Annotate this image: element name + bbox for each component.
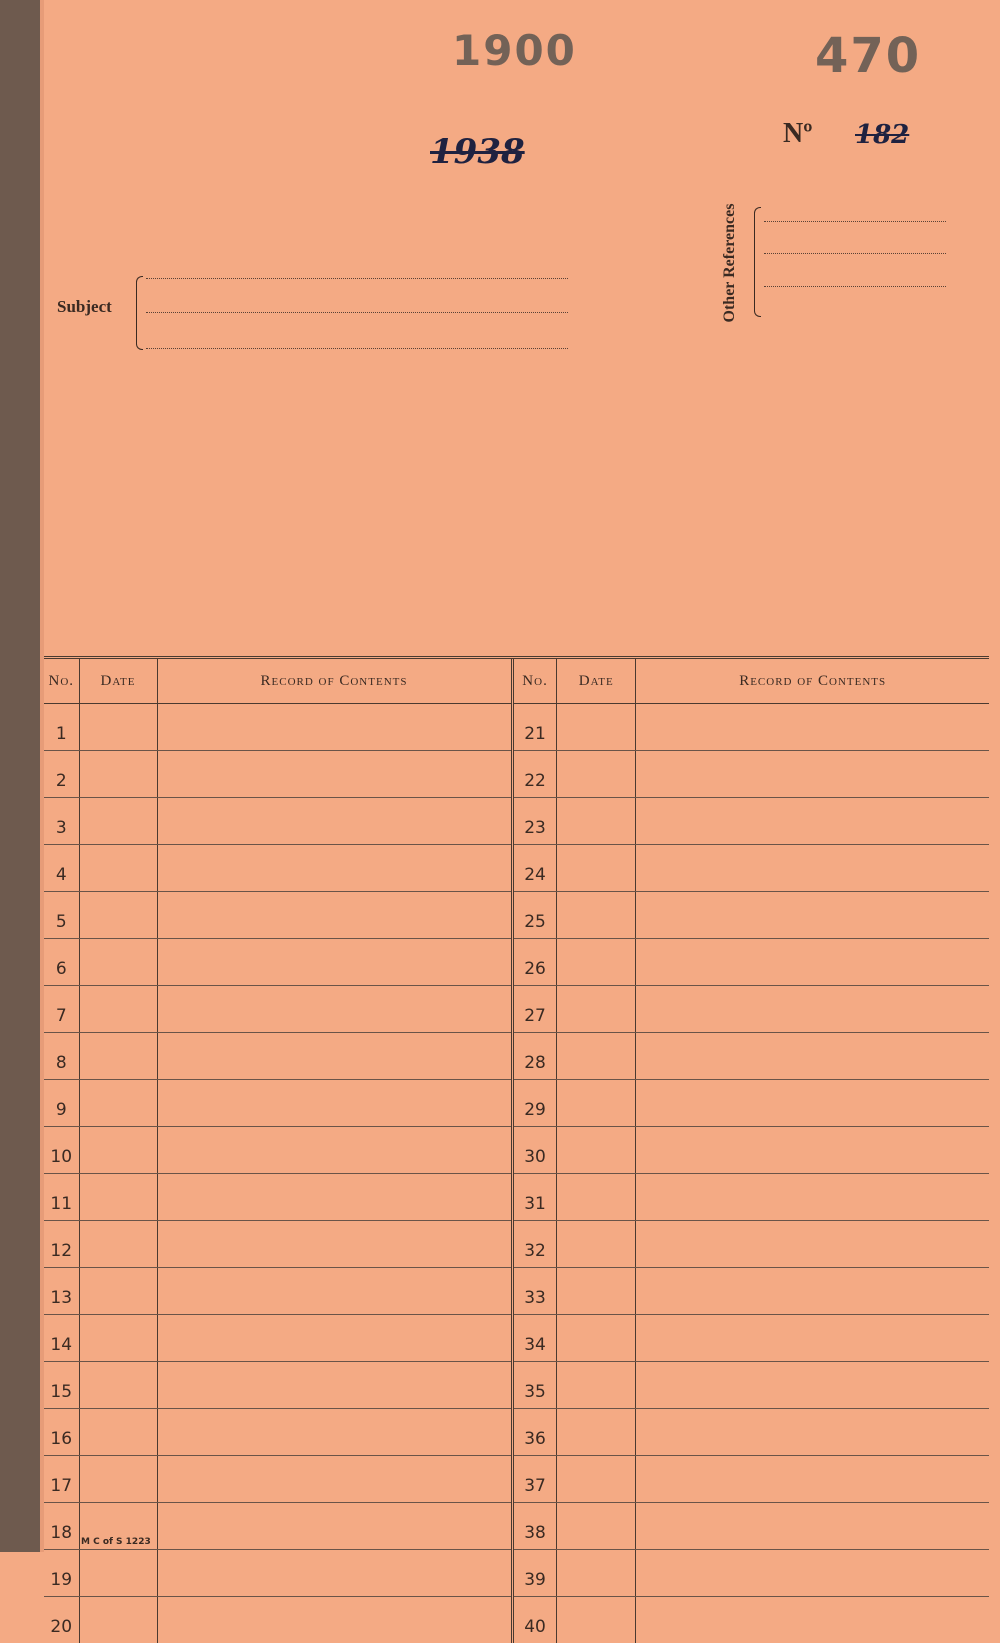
ledger-row <box>44 704 511 751</box>
ledger-row <box>44 1550 511 1597</box>
ledger-row <box>44 939 511 986</box>
row-date-cell[interactable] <box>79 1550 157 1597</box>
row-number: 9 <box>44 1080 79 1127</box>
row-date-cell[interactable] <box>557 1409 636 1456</box>
row-record-cell[interactable] <box>157 1174 511 1221</box>
row-date-cell[interactable] <box>79 1315 157 1362</box>
row-date-cell[interactable] <box>557 1456 636 1503</box>
subject-line-3[interactable] <box>146 348 568 349</box>
row-record-cell[interactable] <box>157 1315 511 1362</box>
row-record-cell[interactable] <box>157 845 511 892</box>
row-number: 21 <box>513 704 557 751</box>
row-number: 15 <box>44 1362 79 1409</box>
ledger-row <box>44 845 511 892</box>
row-record-cell[interactable] <box>157 1597 511 1643</box>
ledger-row <box>513 1597 990 1643</box>
row-record-cell[interactable] <box>636 1503 989 1550</box>
row-record-cell[interactable] <box>636 1268 989 1315</box>
row-date-cell[interactable] <box>557 1268 636 1315</box>
other-ref-line-2[interactable] <box>764 253 946 254</box>
stamp-year: 1900 <box>452 26 577 75</box>
ledger-row <box>513 1268 990 1315</box>
row-date-cell[interactable] <box>557 1550 636 1597</box>
row-date-cell[interactable] <box>79 798 157 845</box>
row-record-cell[interactable] <box>157 704 511 751</box>
row-number: 33 <box>513 1268 557 1315</box>
ledger-row <box>44 1080 511 1127</box>
row-date-cell[interactable] <box>79 1033 157 1080</box>
row-date-cell[interactable] <box>557 1315 636 1362</box>
other-references-label: Other References <box>721 204 739 323</box>
contents-ledger-left <box>44 656 512 1643</box>
row-date-cell[interactable] <box>79 845 157 892</box>
ledger-row <box>513 1221 990 1268</box>
row-number: 18 <box>44 1503 79 1550</box>
row-record-cell[interactable] <box>157 798 511 845</box>
subject-line-1[interactable] <box>146 278 568 279</box>
ledger-row <box>44 1315 511 1362</box>
row-date-cell[interactable] <box>557 1503 636 1550</box>
row-number: 11 <box>44 1174 79 1221</box>
ledger-row <box>513 1315 990 1362</box>
row-date-cell[interactable] <box>79 892 157 939</box>
row-date-cell[interactable] <box>79 1268 157 1315</box>
row-number: 16 <box>44 1409 79 1456</box>
other-ref-line-3[interactable] <box>764 286 946 287</box>
ledger-row <box>513 939 990 986</box>
row-number: 14 <box>44 1315 79 1362</box>
row-date-cell[interactable] <box>557 798 636 845</box>
row-record-cell[interactable] <box>157 1221 511 1268</box>
row-date-cell[interactable] <box>557 986 636 1033</box>
ledger-row <box>44 798 511 845</box>
row-number: 28 <box>513 1033 557 1080</box>
row-number: 38 <box>513 1503 557 1550</box>
ledger-row <box>513 892 990 939</box>
row-date-cell[interactable] <box>557 939 636 986</box>
row-number: 29 <box>513 1080 557 1127</box>
row-record-cell[interactable] <box>636 1409 989 1456</box>
row-date-cell[interactable] <box>79 1127 157 1174</box>
row-record-cell[interactable] <box>157 1362 511 1409</box>
other-ref-line-1[interactable] <box>764 221 946 222</box>
row-date-cell[interactable] <box>557 1174 636 1221</box>
header-record: Record of Contents <box>157 658 511 704</box>
row-number: 10 <box>44 1127 79 1174</box>
row-record-cell[interactable] <box>157 1127 511 1174</box>
row-number: 4 <box>44 845 79 892</box>
ledger-row <box>513 1456 990 1503</box>
row-record-cell[interactable] <box>636 892 989 939</box>
header-date: Date <box>79 658 157 704</box>
subject-label: Subject <box>57 297 112 317</box>
ledger-row <box>44 751 511 798</box>
ledger-row <box>513 704 990 751</box>
row-number: 35 <box>513 1362 557 1409</box>
row-number: 23 <box>513 798 557 845</box>
row-record-cell[interactable] <box>636 751 989 798</box>
ledger-row <box>44 986 511 1033</box>
ledger-row <box>44 1221 511 1268</box>
ledger-row <box>44 892 511 939</box>
row-record-cell[interactable] <box>636 1174 989 1221</box>
ledger-row <box>513 1409 990 1456</box>
row-number: 40 <box>513 1597 557 1643</box>
row-date-cell[interactable] <box>79 1174 157 1221</box>
row-record-cell[interactable] <box>157 1503 511 1550</box>
row-number: 1 <box>44 704 79 751</box>
row-record-cell[interactable] <box>157 892 511 939</box>
row-number: 36 <box>513 1409 557 1456</box>
row-number: 2 <box>44 751 79 798</box>
row-date-cell[interactable] <box>79 1221 157 1268</box>
header-no: No. <box>513 658 557 704</box>
ledger-row <box>44 1362 511 1409</box>
row-number: 26 <box>513 939 557 986</box>
ledger-header-row <box>44 658 511 704</box>
handwritten-file-number: 182 <box>855 120 909 150</box>
subject-brace <box>136 276 143 350</box>
row-date-cell[interactable] <box>557 1033 636 1080</box>
row-number: 19 <box>44 1550 79 1597</box>
ledger-row <box>44 1174 511 1221</box>
row-date-cell[interactable] <box>557 892 636 939</box>
row-record-cell[interactable] <box>157 751 511 798</box>
row-date-cell[interactable] <box>557 704 636 751</box>
row-date-cell[interactable] <box>557 1362 636 1409</box>
row-number: 12 <box>44 1221 79 1268</box>
ledger-row <box>513 1550 990 1597</box>
handwritten-year: 1938 <box>430 132 525 172</box>
ledger-row <box>513 1174 990 1221</box>
folder-spine <box>0 0 42 1552</box>
row-number: 17 <box>44 1456 79 1503</box>
row-number: 20 <box>44 1597 79 1643</box>
ledger-row <box>513 986 990 1033</box>
ledger-row <box>44 1409 511 1456</box>
header-date: Date <box>557 658 636 704</box>
row-date-cell[interactable] <box>557 1127 636 1174</box>
row-date-cell[interactable] <box>79 939 157 986</box>
row-date-cell[interactable] <box>557 1080 636 1127</box>
row-record-cell[interactable] <box>636 798 989 845</box>
row-date-cell[interactable] <box>79 751 157 798</box>
form-code: M C of S 1223 <box>81 1537 151 1547</box>
contents-ledger-right <box>511 656 989 1643</box>
row-record-cell[interactable] <box>157 1033 511 1080</box>
row-record-cell[interactable] <box>636 986 989 1033</box>
row-date-cell[interactable] <box>79 1080 157 1127</box>
row-date-cell[interactable] <box>557 845 636 892</box>
row-date-cell[interactable] <box>79 1362 157 1409</box>
row-record-cell[interactable] <box>636 1362 989 1409</box>
row-record-cell[interactable] <box>636 939 989 986</box>
row-number: 6 <box>44 939 79 986</box>
ledger-row <box>513 1127 990 1174</box>
row-date-cell[interactable] <box>79 1597 157 1643</box>
ledger-row <box>44 1268 511 1315</box>
ledger-row <box>513 845 990 892</box>
row-record-cell[interactable] <box>636 1221 989 1268</box>
row-record-cell[interactable] <box>157 1268 511 1315</box>
ledger-row <box>44 1033 511 1080</box>
row-date-cell[interactable] <box>79 1456 157 1503</box>
row-date-cell[interactable] <box>79 986 157 1033</box>
row-number: 22 <box>513 751 557 798</box>
row-record-cell[interactable] <box>636 1033 989 1080</box>
subject-line-2[interactable] <box>146 312 568 313</box>
row-number: 5 <box>44 892 79 939</box>
file-number-label: Nº <box>783 118 812 150</box>
row-record-cell[interactable] <box>157 1080 511 1127</box>
row-number: 24 <box>513 845 557 892</box>
stamp-file-number: 470 <box>815 28 921 84</box>
ledger-row <box>44 1127 511 1174</box>
row-date-cell[interactable] <box>557 751 636 798</box>
row-number: 13 <box>44 1268 79 1315</box>
ledger-row <box>513 798 990 845</box>
row-number: 34 <box>513 1315 557 1362</box>
ledger-row <box>513 1503 990 1550</box>
row-number: 31 <box>513 1174 557 1221</box>
row-number: 27 <box>513 986 557 1033</box>
row-record-cell[interactable] <box>157 1409 511 1456</box>
row-record-cell[interactable] <box>636 1456 989 1503</box>
row-record-cell[interactable] <box>636 1127 989 1174</box>
row-date-cell[interactable] <box>557 1597 636 1643</box>
row-number: 32 <box>513 1221 557 1268</box>
row-record-cell[interactable] <box>157 986 511 1033</box>
row-record-cell[interactable] <box>636 704 989 751</box>
row-record-cell[interactable] <box>636 1080 989 1127</box>
row-number: 37 <box>513 1456 557 1503</box>
row-record-cell[interactable] <box>636 1597 989 1643</box>
ledger-header-row <box>513 658 990 704</box>
ledger-row <box>513 1080 990 1127</box>
ledger-row <box>44 1456 511 1503</box>
row-record-cell[interactable] <box>636 1550 989 1597</box>
ledger-row <box>513 751 990 798</box>
row-number: 39 <box>513 1550 557 1597</box>
other-references-brace <box>754 207 761 317</box>
ledger-row <box>513 1033 990 1080</box>
row-number: 3 <box>44 798 79 845</box>
header-no: No. <box>44 658 79 704</box>
row-date-cell[interactable] <box>557 1221 636 1268</box>
header-record: Record of Contents <box>636 658 989 704</box>
row-date-cell[interactable] <box>79 1409 157 1456</box>
ledger-row <box>44 1597 511 1643</box>
row-number: 30 <box>513 1127 557 1174</box>
row-record-cell[interactable] <box>157 1550 511 1597</box>
row-record-cell[interactable] <box>157 1456 511 1503</box>
row-record-cell[interactable] <box>636 1315 989 1362</box>
row-number: 8 <box>44 1033 79 1080</box>
row-record-cell[interactable] <box>636 845 989 892</box>
ledger-row <box>513 1362 990 1409</box>
row-date-cell[interactable] <box>79 704 157 751</box>
row-number: 25 <box>513 892 557 939</box>
row-number: 7 <box>44 986 79 1033</box>
other-references-label-box <box>708 212 752 314</box>
row-record-cell[interactable] <box>157 939 511 986</box>
